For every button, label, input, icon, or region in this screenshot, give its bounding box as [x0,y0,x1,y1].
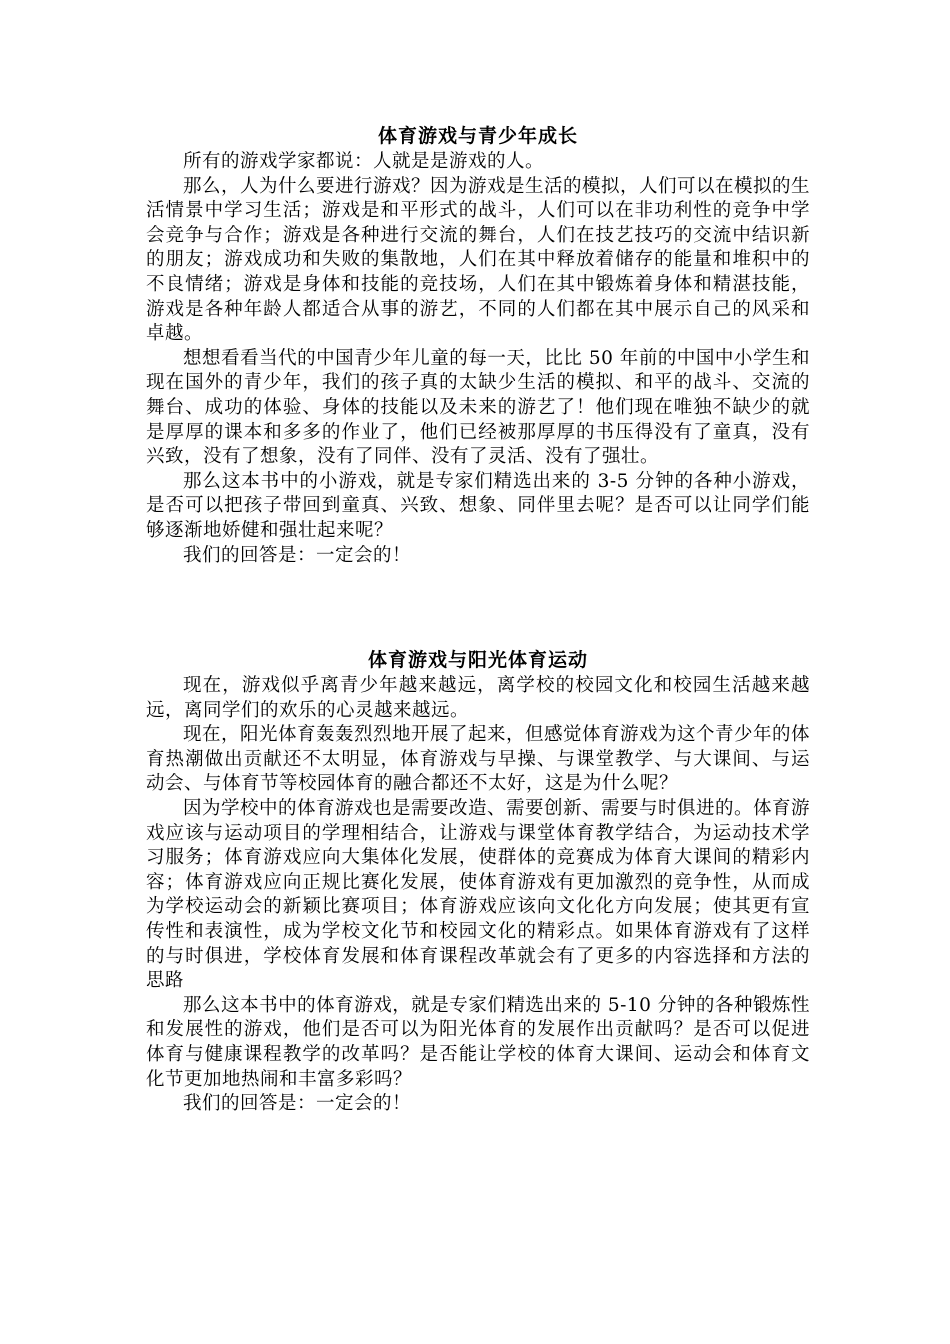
paragraph: 我们的回答是：一定会的！ [183,1093,412,1115]
paragraph: 那么这本书中的体育游戏，就是专家们精选出来的 5-10 分钟的各种锻炼性和发展性的游戏，他们是否可以为阳光体育的发展作出贡献吗？是否可以促进体育与健康课程教学的改革吗？是否能让学校的体育大课间、运动会和体育文化节更加地热闹和丰富多彩吗？ [146,994,810,1090]
paragraph: 现在，阳光体育轰轰烈烈地开展了起来，但感觉体育游戏为这个青少年的体育热潮做出贡献还不太明显，体育游戏与早操、与课堂教学、与大课间、与运动会、与体育节等校园体育的融合都还不太好，这是为什么呢？ [146,724,811,795]
section-spacer [146,568,810,646]
paragraph: 我们的回答是：一定会的！ [183,544,412,566]
paragraph: 现在，游戏似乎离青少年越来越远，离学校的校园文化和校园生活越来越远，离同学们的欢乐的心灵越来越远。 [146,675,810,721]
paragraph: 那么，人为什么要进行游戏？因为游戏是生活的模拟，人们可以在模拟的生活情景中学习生活；游戏是和平形式的战斗，人们可以在非功利性的竞争中学会竞争与合作；游戏是各种进行交流的舞台，人们在技艺技巧的交流中结识新的朋友；游戏成功和失败的集散地，人们在其中释放着储存的能量和堆积中的不良情绪；游戏是身体和技能的竞技场，人们在其中锻炼着身体和精湛技能，游戏是各种年龄人都适合从事的游艺，不同的人们都在其中展示自己的风采和卓越。 [146,175,811,345]
section-youth-growth [146,122,810,568]
section-title: 体育游戏与阳光体育运动 [367,649,588,672]
section-title: 体育游戏与青少年成长 [377,125,578,147]
section-sunshine-sports [146,646,810,1117]
paragraph: 那么这本书中的小游戏，就是专家们精选出来的 3-5 分钟的各种小游戏，是否可以把孩子带回到童真、兴致、想象、同伴里去呢？是否可以让同学们能够逐渐地娇健和强壮起来呢？ [146,470,810,541]
document-page [146,122,810,1117]
paragraph: 因为学校中的体育游戏也是需要改造、需要创新、需要与时俱进的。体育游戏应该与运动项目的学理相结合，让游戏与课堂体育教学结合，为运动技术学习服务；体育游戏应向大集体化发展，使群体的竞赛成为体育大课间的精彩内容；体育游戏应向正规比赛化发展，使体育游戏有更加激烈的竞争性，从而成为学校运动会的新颖比赛项目；体育游戏应该向文化化方向发展；使其更有宣传性和表演性，成为学校文化节和校园文化的精彩点。如果体育游戏有了这样的与时俱进，学校体育发展和体育课程改革就会有了更多的内容选择和方法的思路 [146,798,811,992]
paragraph: 所有的游戏学家都说：人就是是游戏的人。 [183,151,545,172]
paragraph: 想想看看当代的中国青少年儿童的每一天，比比 50 年前的中国中小学生和现在国外的青少年，我们的孩子真的太缺少生活的模拟、和平的战斗、交流的舞台、成功的体验、身体的技能以及未来的游艺了！他们现在唯独不缺少的就是厚厚的课本和多多的作业了，他们已经被那厚厚的书压得没有了童真，没有兴致，没有了想象，没有了同伴、没有了灵活、没有了强壮。 [146,347,810,468]
